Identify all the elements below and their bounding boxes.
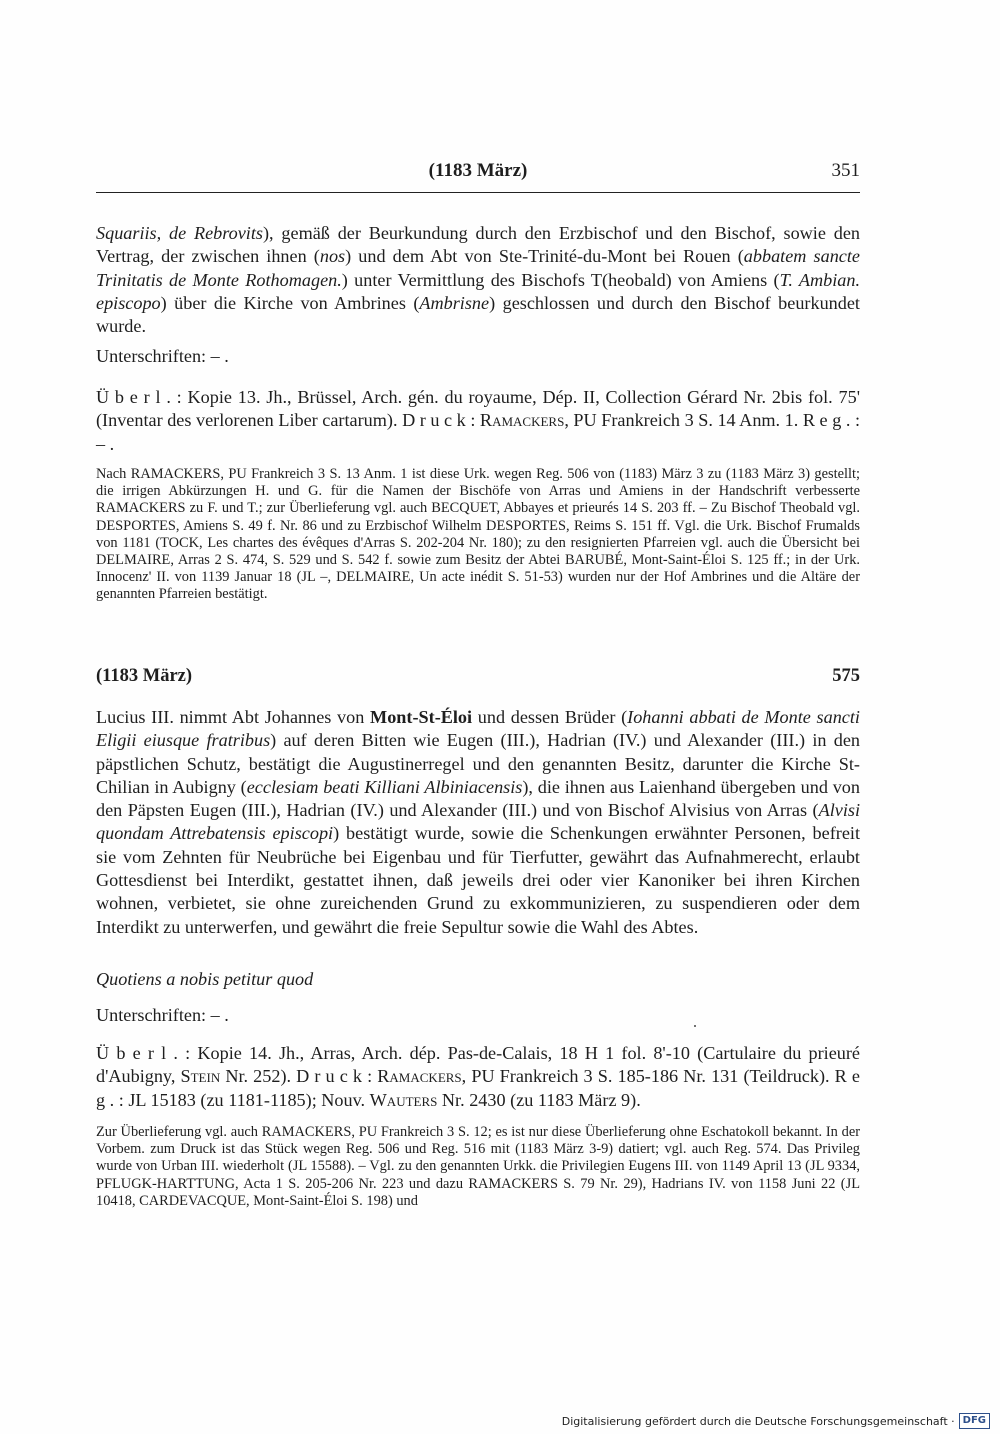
top-entry-note <box>96 466 860 604</box>
text-run: ) geschlossen und durch den Bischof beurkundet wurde. <box>96 292 860 337</box>
text-run: Nr. 2430 (zu 1183 März 9). <box>437 1089 641 1110</box>
entry-incipit <box>96 968 860 991</box>
text-run: Nr. 252). <box>220 1066 292 1087</box>
signatures-line: Unterschriften: – . <box>96 346 229 366</box>
latin-phrase: ecclesiam beati Killiani Albiniacensis <box>246 776 523 797</box>
reg-label: R e g . : <box>798 410 861 431</box>
top-entry-signatures <box>96 345 860 368</box>
footer-text: Digitalisierung gefördert durch die Deutsche Forschungsgemeinschaft · <box>561 1414 955 1428</box>
uberl-label: Ü b e r l . : <box>96 387 182 407</box>
entry-signatures <box>96 1004 860 1027</box>
tradition-paragraph <box>96 386 860 456</box>
entry-date: (1183 März) <box>96 666 193 686</box>
uberl-label: Ü b e r l . : <box>96 1043 191 1063</box>
druck-label: D r u c k : <box>397 410 476 431</box>
text-run: , PU Frankreich 3 S. 185-186 Nr. 131 (Teildruck). <box>461 1066 830 1087</box>
text-run: ) bestätigt wurde, sowie die Schenkungen erwähnter Personen, befreit sie vom Zehnten für Neubrüche bei Eigenbau und für Tierfutter, gewährt das Aufnahmerecht, erlaubt Gottesdienst bei Interdikt, gestattet ihnen, daß jeweils drei oder vier Kanoniker bei ihren Kirchen wohnen, verbietet, sie ohne zureichenden Grund zu exkommunizieren, zu suspendieren oder dem Interdikt zu unterwerfen, und gewährt die freie Sepultur sowie die Wahl des Abtes. <box>96 823 860 937</box>
latin-phrase: nos <box>319 246 346 267</box>
text-run: ) auf deren Bitten wie Eugen (III.), Hadrian (IV.) und Alexander (III.) in den päpstlichen Schutz, bestätigt die Augustinerregel und den genannten Besitz, darunter die Kirche St-Chilian in Aubigny ( <box>96 730 860 797</box>
summary-paragraph <box>96 222 860 338</box>
entry-summary <box>96 706 860 939</box>
page-number: 351 <box>831 160 860 181</box>
text-run: und dessen Brüder ( <box>472 707 628 727</box>
commentary-note: Nach RAMACKERS, PU Frankreich 3 S. 13 Anm. 1 ist diese Urk. wegen Reg. 506 von (1183) März 3 zu (1183 März 3) gestellt; die irrigen Abkürzungen H. und G. für die Namen der Bischöfe von Arras und Amiens in der Handschrift verbesserte RAMACKERS zu F. und T.; zur Überlieferung vgl. auch BECQUET, Abbayes et prieurés 14 S. 203 ff. – Zu Bischof Theobald vgl. DESPORTES, Amiens S. 49 f. Nr. 86 und zu Erzbischof Wilhelm DESPORTES, Reims S. 151 ff. Vgl. die Urk. Bischof Frumalds von 1181 (TOCK, Les chartes des évêques d'Arras S. 202-204 Nr. 180); zu den resignierten Pfarreien vgl. auch die Übersicht bei DELMAIRE, Arras 2 S. 474, S. 529 und S. 542 f. sowie zum Besitz der Abtei BARUBÉ, Mont-Saint-Éloi S. 125 ff.; in der Urk. Innocenz' II. von 1139 Januar 18 (JL –, DELMAIRE, Un acte inédit S. 51-53) wurden nur der Hof Ambrines und die Altäre der genannten Pfarreien bestätigt. <box>96 466 860 603</box>
text-run: ) unter Vermittlung des Bischofs T(heobald) von Amiens ( <box>341 269 780 290</box>
summary-paragraph <box>96 706 860 939</box>
dfg-logo-icon: DFG <box>959 1413 990 1429</box>
druck-label: D r u c k : <box>291 1066 373 1087</box>
scan-speck <box>694 1025 696 1027</box>
text-run: Kopie 13. Jh., Brüssel, Arch. gén. du royaume, Dép. II, Collection Gérard Nr. 2bis fol. 75' (Inventar des verlorenen Liber cartarum). <box>96 387 860 431</box>
entry-tradition <box>96 1042 860 1112</box>
running-header <box>96 160 860 190</box>
text-run: JL 15183 (zu 1181-1185); Nouv. <box>123 1089 370 1110</box>
latin-phrase: abbatem sancte Trinitatis de Monte Rothomagen. <box>96 246 860 290</box>
entry-heading <box>96 666 860 692</box>
dfg-footer <box>562 1410 990 1432</box>
text-run: Kopie 14. Jh., Arras, Arch. dép. Pas-de-Calais, 18 H 1 fol. 8'-10 (Cartulaire du prieuré d'Aubigny, <box>96 1043 860 1087</box>
entry-number: 575 <box>832 666 860 686</box>
header-rule <box>96 192 860 193</box>
text-run: , PU Frankreich 3 S. 14 Anm. 1. <box>564 410 799 431</box>
reg-label: R e g . : <box>96 1066 860 1110</box>
text-run: – . <box>96 433 115 454</box>
incipit-text: Quotiens a nobis petitur quod <box>96 969 314 989</box>
text-run: Lucius III. nimmt Abt Johannes von <box>96 707 371 727</box>
top-entry-summary <box>96 222 860 338</box>
latin-phrase: Alvisi quondam Attrebatensis episcopi <box>96 800 860 844</box>
tradition-paragraph <box>96 1042 860 1112</box>
author-name: Ramackers <box>372 1066 462 1087</box>
signatures-line: Unterschriften: – . <box>96 1005 229 1025</box>
place-name: Mont-St-Éloi <box>370 707 473 727</box>
latin-phrase: T. Ambian. episcopo <box>96 269 861 313</box>
latin-phrase: Iohanni abbati de Monte sancti Eligii eiusque fratribus <box>96 707 860 751</box>
text-run: ), die ihnen aus Laienhand übergeben und von den Päpsten Eugen (III.), Hadrian (IV.) und Alexander (III.) und von Bischof Alvisius von Arras ( <box>96 776 860 821</box>
header-title: (1183 März) <box>428 160 528 181</box>
latin-phrase: Ambrisne <box>419 292 490 313</box>
text-run: ) über die Kirche von Ambrines ( <box>160 292 420 313</box>
author-name: Stein <box>180 1066 221 1087</box>
entry-note <box>96 1124 860 1210</box>
commentary-note: Zur Überlieferung vgl. auch RAMACKERS, PU Frankreich 3 S. 12; es ist nur diese Überlieferung ohne Eschatokoll bekannt. In der Vorbem. zum Druck ist das Stück wegen Reg. 506 und Reg. 516 mit (1183 März 3-9) datiert; vgl. auch Reg. 574. Das Privileg wurde von Urban III. wiederholt (JL 15588). – Vgl. zu den genannten Urkk. die Privilegien Eugens III. von 1149 April 13 (JL 9334, PFLUGK-HARTTUNG, Acta 1 S. 205-206 Nr. 223 und dazu RAMACKERS S. 79 Nr. 29), Hadrians IV. von 1158 Juni 22 (JL 10418, CARDEVACQUE, Mont-Saint-Éloi S. 198) und <box>96 1124 860 1209</box>
top-entry-tradition <box>96 386 860 456</box>
text-run: ) und dem Abt von Ste-Trinité-du-Mont bei Rouen ( <box>345 246 744 267</box>
author-name: Wauters <box>369 1089 438 1110</box>
text-run: ), gemäß der Beurkundung durch den Erzbischof und den Bischof, sowie den Vertrag, der zwischen ihnen ( <box>96 223 860 267</box>
author-name: Ramackers <box>475 410 565 431</box>
incipit-line <box>96 968 860 991</box>
latin-phrase: Squariis, de Rebrovits <box>96 223 263 243</box>
